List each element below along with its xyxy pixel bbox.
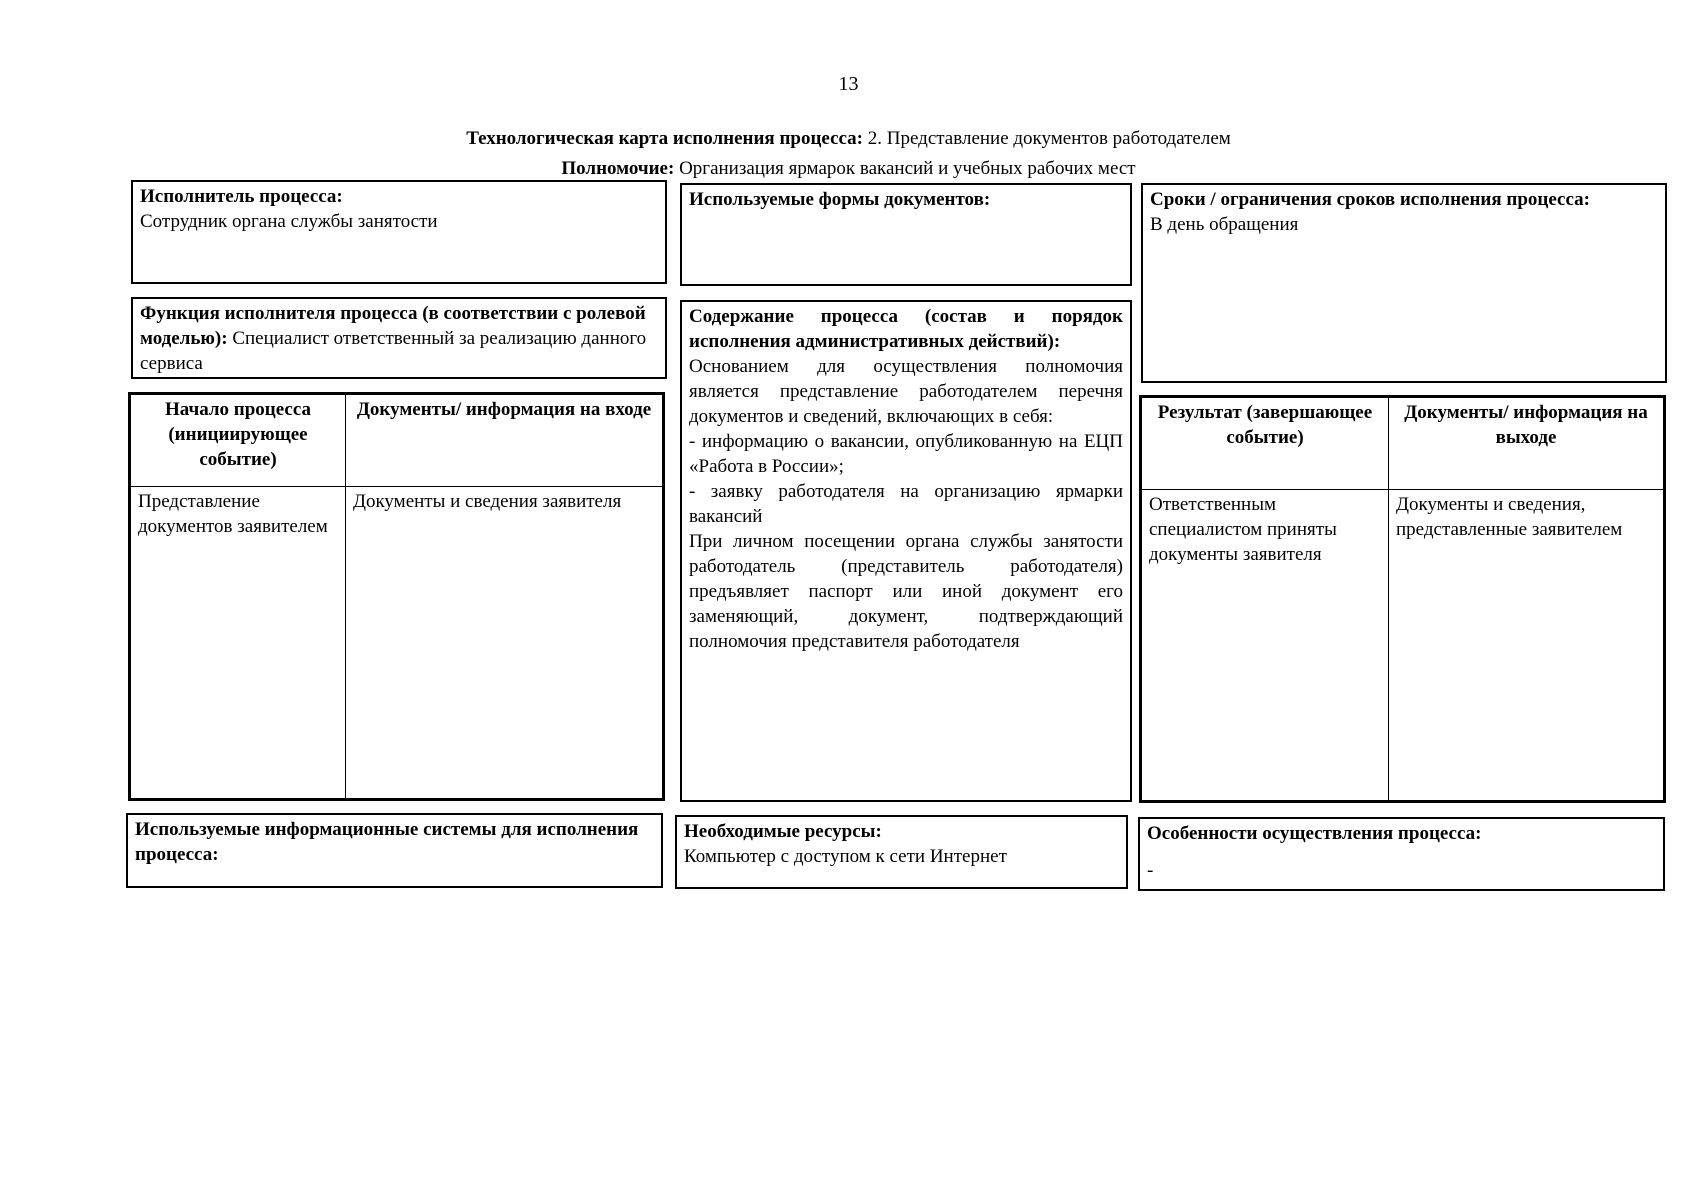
content-box [680,300,1132,802]
page-number: 13 [838,73,859,95]
executor-box [131,180,667,284]
resources-label: Необходимые ресурсы: [684,821,882,842]
deadlines-box [1141,183,1667,383]
deadlines-label: Сроки / ограничения сроков исполнения процесса: [1150,189,1590,210]
resources-box [675,815,1128,889]
features-box [1138,817,1665,891]
resources-value: Компьютер с доступом к сети Интернет [684,846,1007,867]
info-systems-label: Используемые информационные системы для исполнения процесса: [135,819,639,865]
result-table [1141,397,1664,801]
content-label: Содержание процесса (состав и порядок исполнения административных действий): [689,306,1123,352]
content-paragraph: - информацию о вакансии, опубликованную на ЕЦП «Работа в России»; [689,431,1123,477]
result-header: Результат (завершающее событие) [1142,398,1389,490]
process-map-value: 2. Представление документов работодателем [867,128,1231,149]
function-value: Специалист ответственный за реализацию данного сервиса [140,328,647,374]
output-docs-header: Документы/ информация на выходе [1389,398,1664,490]
process-map-title [0,126,1697,151]
result-table-box [1139,395,1666,803]
content-paragraph: Основанием для осуществления полномочия является представление работодателем перечня документов и сведений, включающих в себя: [689,356,1123,427]
start-event-cell: Представление документов заявителем [131,487,346,799]
output-docs-cell: Документы и сведения, представленные заявителем [1389,490,1664,801]
function-label: Функция исполнителя процесса (в соответствии с ролевой моделью): [140,303,646,349]
executor-value: Сотрудник органа службы занятости [140,211,438,232]
function-box [131,297,667,379]
input-docs-cell: Документы и сведения заявителя [346,487,663,799]
result-cell: Ответственным специалистом приняты документы заявителя [1142,490,1389,801]
start-table-box [128,392,665,801]
input-docs-header: Документы/ информация на входе [346,395,663,487]
start-event-header: Начало процесса (инициирующее событие) [131,395,346,487]
deadlines-value: В день обращения [1150,214,1299,235]
executor-label: Исполнитель процесса: [140,186,343,207]
content-paragraph: При личном посещении органа службы занятости работодатель (представитель работодателя) предъявляет паспорт или иной документ его заменяющий, документ, подтверждающий полномочия представителя работодателя [689,531,1123,652]
forms-box [680,183,1132,286]
process-map-label: Технологическая карта исполнения процесса: [466,128,864,149]
forms-label: Используемые формы документов: [689,189,991,210]
authority-value: Организация ярмарок вакансий и учебных рабочих мест [679,158,1136,179]
info-systems-box [126,813,663,888]
authority-label: Полномочие: [561,158,675,179]
start-table [130,394,663,799]
features-label: Особенности осуществления процесса: [1147,823,1482,844]
content-paragraph: - заявку работодателя на организацию ярмарки вакансий [689,481,1123,527]
features-value: - [1147,860,1154,881]
authority-title [0,156,1697,181]
